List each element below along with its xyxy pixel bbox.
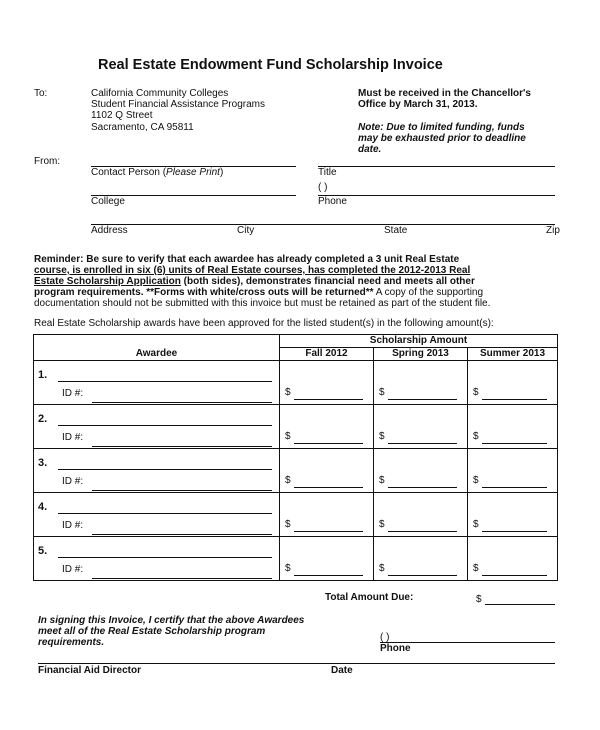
summer-amount-cell	[468, 405, 558, 449]
id-field[interactable]	[92, 402, 272, 403]
id-field[interactable]	[92, 578, 272, 579]
phone-area-code: ( )	[318, 182, 328, 193]
to-address-line-2: Student Financial Assistance Programs	[91, 99, 265, 110]
summer-amount-cell	[468, 493, 558, 537]
fall-amount-field[interactable]	[294, 531, 363, 532]
id-label: ID #:	[62, 388, 84, 399]
reminder-line-1: Reminder: Be sure to verify that each awardee has already completed a 3 unit Real Estate	[34, 254, 460, 265]
fall-amount-field[interactable]	[294, 399, 363, 400]
id-label: ID #:	[62, 432, 84, 443]
awardee-name-field[interactable]	[58, 513, 272, 514]
signature-phone-area-code: ( )	[380, 632, 390, 643]
awardee-cell	[34, 537, 280, 581]
signature-line[interactable]	[38, 663, 555, 664]
reminder-line-5: documentation should not be submitted with this invoice but must be retained as part of the student file.	[34, 298, 491, 309]
spring-amount-field[interactable]	[388, 531, 457, 532]
table-row	[34, 537, 558, 581]
currency-symbol: $	[379, 431, 385, 442]
summer-amount-field[interactable]	[482, 531, 547, 532]
spring-amount-cell	[374, 537, 468, 581]
note-line-2: may be exhausted prior to deadline	[358, 133, 526, 144]
fall-amount-cell	[280, 405, 374, 449]
table-row	[34, 449, 558, 493]
table-row	[34, 361, 558, 405]
total-amount-field[interactable]	[485, 604, 555, 605]
financial-aid-director-label: Financial Aid Director	[38, 665, 141, 676]
currency-symbol: $	[473, 475, 479, 486]
id-field[interactable]	[92, 534, 272, 535]
title-line[interactable]	[318, 166, 555, 167]
spring-amount-field[interactable]	[388, 487, 457, 488]
spring-amount-cell	[374, 361, 468, 405]
summer-amount-cell	[468, 361, 558, 405]
currency-symbol: $	[473, 387, 479, 398]
from-label: From:	[34, 156, 61, 167]
phone-line[interactable]	[318, 195, 555, 196]
awardee-name-field[interactable]	[58, 381, 272, 382]
certify-line-3: requirements.	[38, 637, 105, 648]
awardee-cell	[34, 493, 280, 537]
spring-amount-cell	[374, 405, 468, 449]
currency-symbol: $	[285, 431, 291, 442]
reminder-line-4: program requirements. **Forms with white/cross outs will be returned** A copy of the supporting	[34, 287, 484, 298]
summer-amount-cell	[468, 449, 558, 493]
total-currency-symbol: $	[476, 594, 482, 605]
summer-amount-field[interactable]	[482, 399, 547, 400]
fall-amount-field[interactable]	[294, 487, 363, 488]
currency-symbol: $	[379, 563, 385, 574]
currency-symbol: $	[473, 519, 479, 530]
currency-symbol: $	[379, 387, 385, 398]
page-title: Real Estate Endowment Fund Scholarship Invoice	[98, 57, 443, 73]
city-label: City	[237, 225, 255, 236]
fall-amount-cell	[280, 537, 374, 581]
awards-table	[33, 334, 558, 581]
title-label: Title	[318, 167, 337, 178]
signature-phone-label: Phone	[380, 643, 411, 654]
awardee-name-field[interactable]	[58, 425, 272, 426]
to-address-line-3: 1102 Q Street	[91, 110, 153, 121]
fall-amount-cell	[280, 493, 374, 537]
spring-2013-header: Spring 2013	[374, 348, 468, 361]
fall-amount-cell	[280, 449, 374, 493]
awardee-cell	[34, 405, 280, 449]
currency-symbol: $	[473, 563, 479, 574]
certify-line-2: meet all of the Real Estate Scholarship program	[38, 626, 266, 637]
spring-amount-cell	[374, 449, 468, 493]
state-label: State	[384, 225, 408, 236]
date-label: Date	[331, 665, 353, 676]
currency-symbol: $	[379, 519, 385, 530]
currency-symbol: $	[285, 387, 291, 398]
fall-amount-field[interactable]	[294, 575, 363, 576]
reminder-line-3: Estate Scholarship Application (both sides), demonstrates financial need and meets all other	[34, 276, 475, 287]
approved-text: Real Estate Scholarship awards have been approved for the listed student(s) in the following amount(s):	[34, 318, 494, 329]
currency-symbol: $	[285, 563, 291, 574]
to-address-line-4: Sacramento, CA 95811	[91, 122, 194, 133]
row-number: 2.	[38, 413, 48, 425]
id-field[interactable]	[92, 490, 272, 491]
row-number: 3.	[38, 457, 48, 469]
scholarship-amount-header: Scholarship Amount	[280, 335, 558, 348]
summer-amount-field[interactable]	[482, 487, 547, 488]
spring-amount-field[interactable]	[388, 575, 457, 576]
college-label: College	[91, 196, 125, 207]
fall-amount-cell	[280, 361, 374, 405]
address-label: Address	[91, 225, 128, 236]
to-label: To:	[34, 88, 48, 99]
to-address-line-1: California Community Colleges	[91, 88, 229, 99]
awardee-cell	[34, 449, 280, 493]
fall-amount-field[interactable]	[294, 443, 363, 444]
total-amount-label: Total Amount Due:	[325, 592, 414, 603]
currency-symbol: $	[473, 431, 479, 442]
id-label: ID #:	[62, 520, 84, 531]
note-line-1: Note: Due to limited funding, funds	[358, 122, 525, 133]
awardee-cell	[34, 361, 280, 405]
reminder-line-2: course, is enrolled in six (6) units of Real Estate courses, has completed the 2012-2013 Real	[34, 265, 471, 276]
id-field[interactable]	[92, 446, 272, 447]
spring-amount-cell	[374, 493, 468, 537]
currency-symbol: $	[379, 475, 385, 486]
summer-2013-header: Summer 2013	[468, 348, 558, 361]
summer-amount-field[interactable]	[482, 443, 547, 444]
summer-amount-field[interactable]	[482, 575, 547, 576]
note-line-3: date.	[358, 144, 382, 155]
awardee-header: Awardee	[34, 335, 280, 361]
spring-amount-field[interactable]	[388, 443, 457, 444]
table-row	[34, 493, 558, 537]
id-label: ID #:	[62, 476, 84, 487]
deadline-line-2: Office by March 31, 2013.	[358, 99, 478, 110]
certify-line-1: In signing this Invoice, I certify that the above Awardees	[38, 615, 305, 626]
phone-label: Phone	[318, 196, 347, 207]
table-row	[34, 405, 558, 449]
zip-label: Zip	[546, 225, 560, 236]
currency-symbol: $	[285, 475, 291, 486]
address-line[interactable]	[91, 224, 555, 225]
awardee-name-field[interactable]	[58, 557, 272, 558]
deadline-line-1: Must be received in the Chancellor's	[358, 88, 531, 99]
currency-symbol: $	[285, 519, 291, 530]
fall-2012-header: Fall 2012	[280, 348, 374, 361]
row-number: 5.	[38, 545, 48, 557]
row-number: 1.	[38, 369, 48, 381]
summer-amount-cell	[468, 537, 558, 581]
contact-person-label: Contact Person (Please Print)	[91, 167, 224, 178]
awardee-name-field[interactable]	[58, 469, 272, 470]
spring-amount-field[interactable]	[388, 399, 457, 400]
id-label: ID #:	[62, 564, 84, 575]
row-number: 4.	[38, 501, 48, 513]
